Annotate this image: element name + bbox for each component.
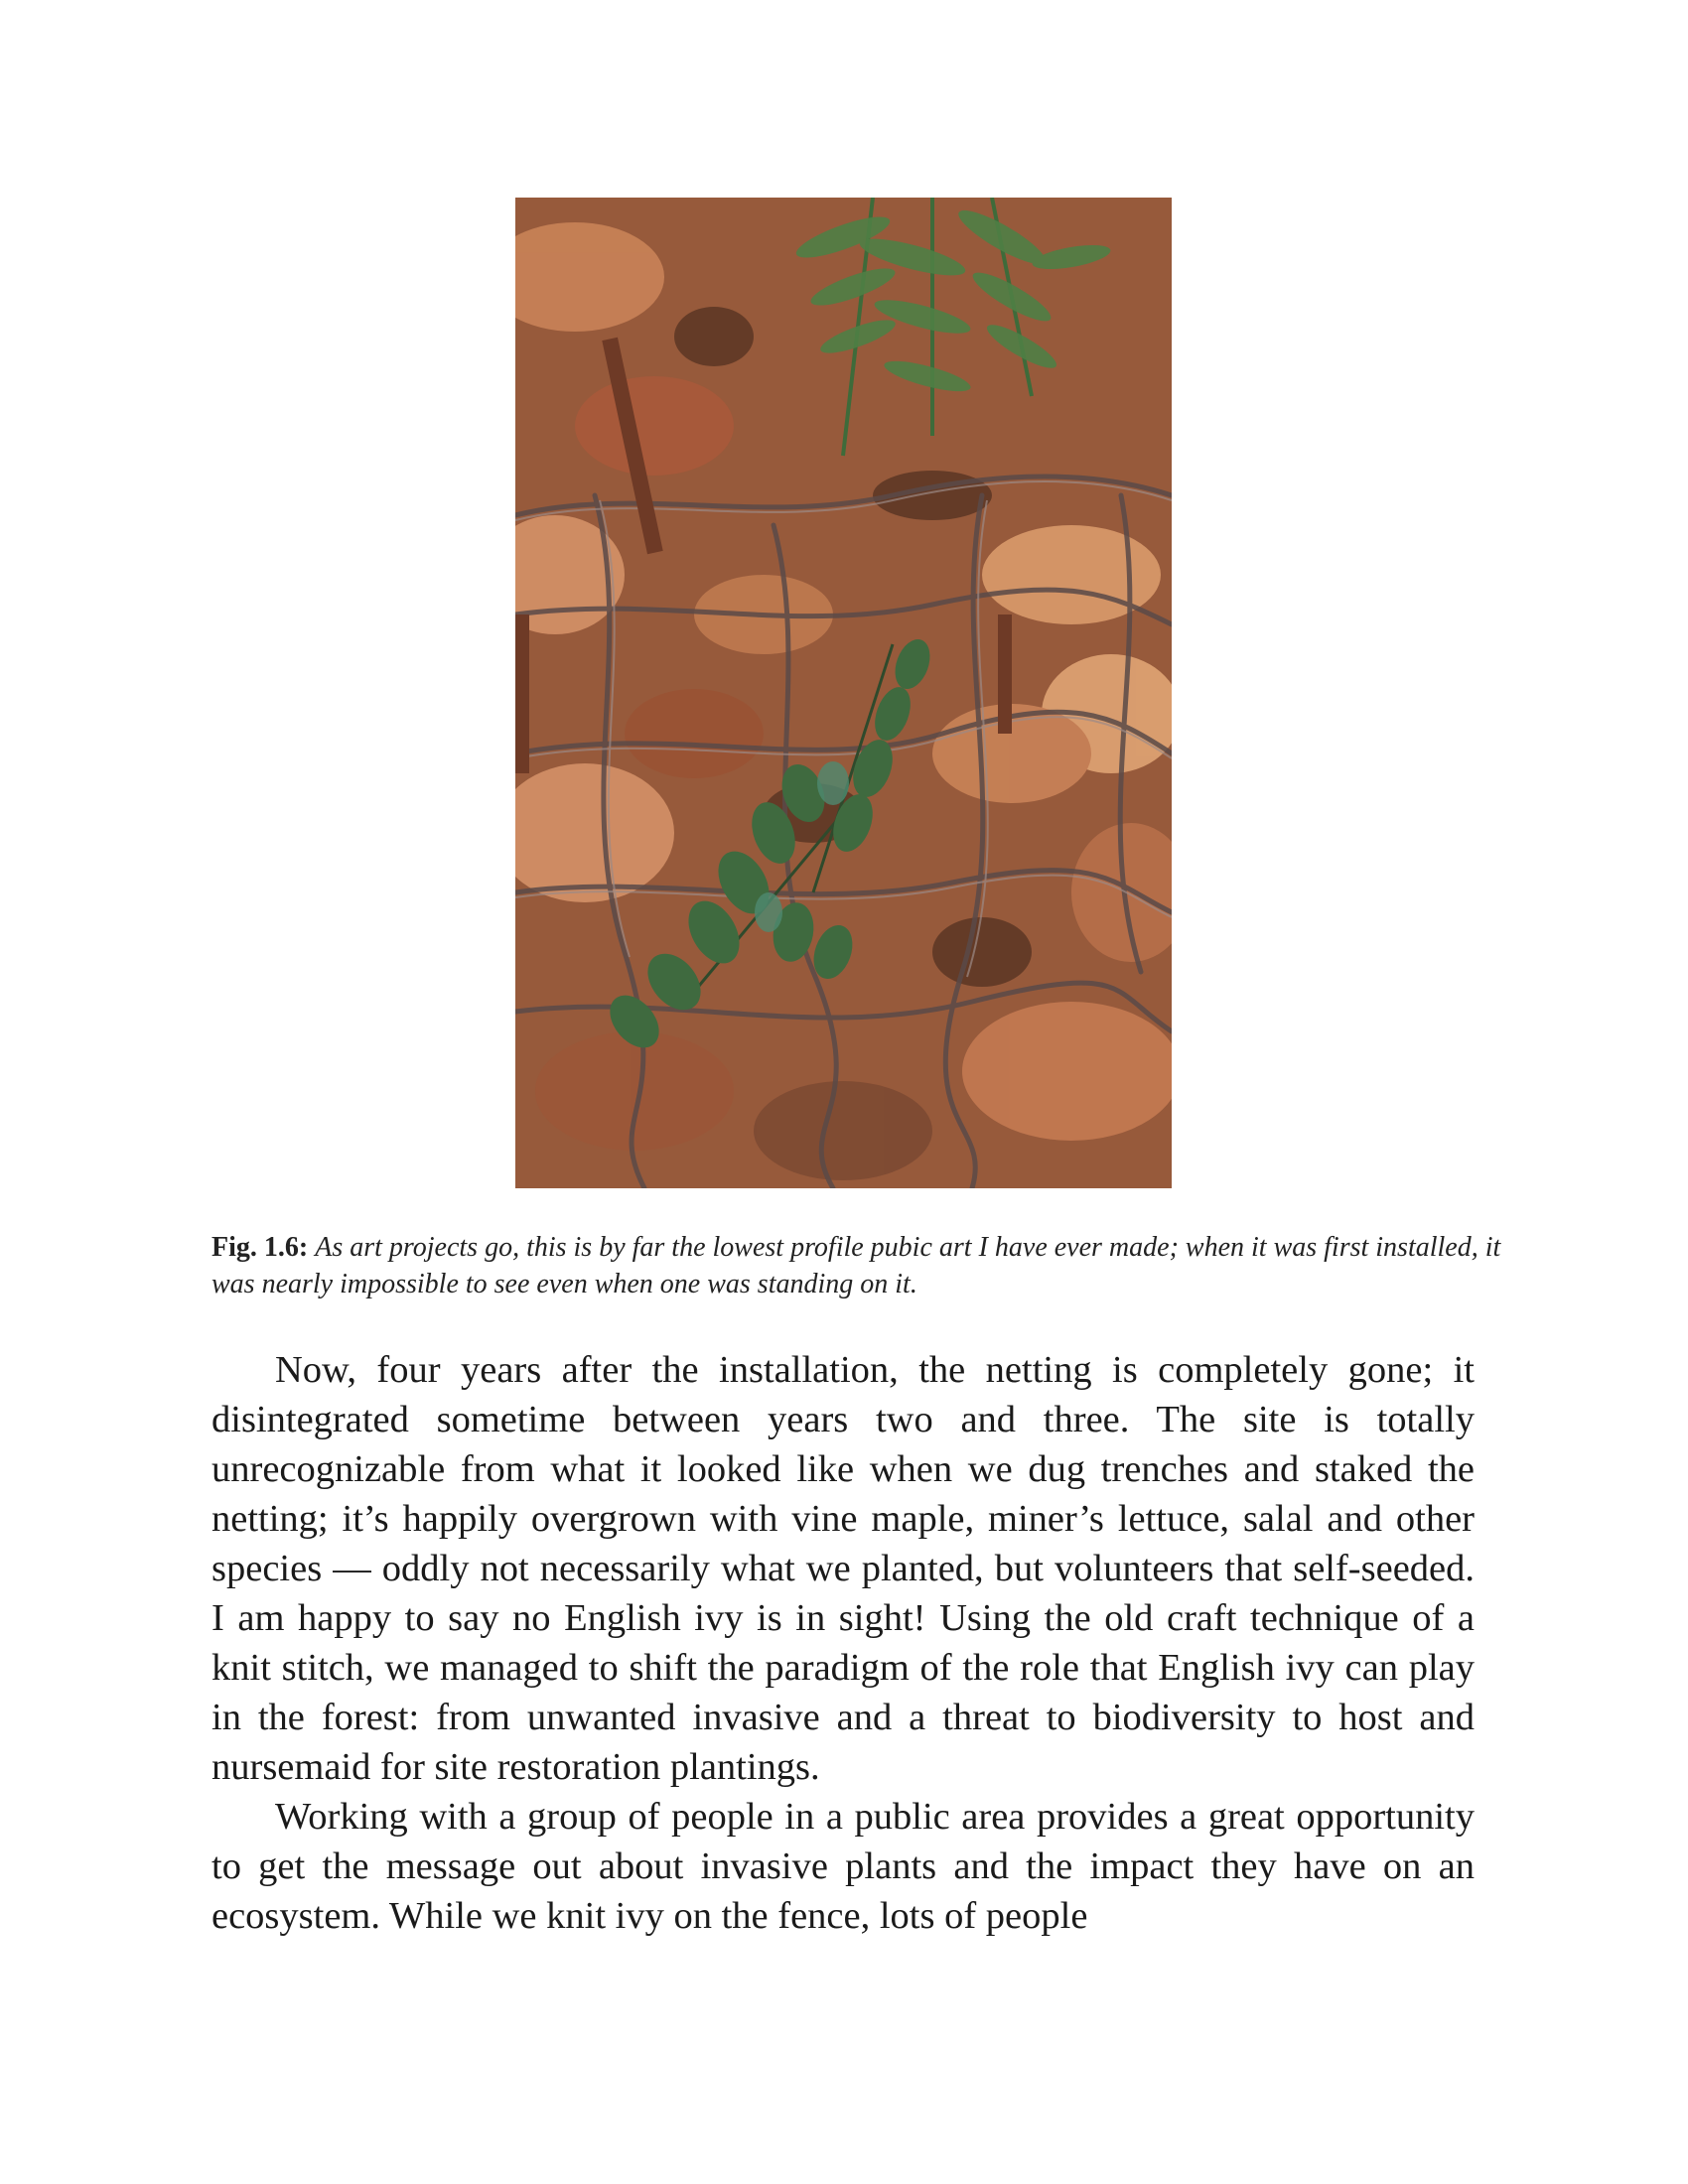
figure-caption <box>211 1229 1502 1302</box>
figure-label: Fig. 1.6: <box>211 1232 309 1263</box>
photo-illustration <box>515 198 1172 1188</box>
paragraph: Working with a group of people in a public area provides a great opportunity to get the message out about invasive plants and the impact they have on an ecosystem. While we knit ivy on the fence, lots of people <box>211 1796 1475 1937</box>
forest-floor-photo <box>515 198 1172 1188</box>
body-text <box>211 1345 1475 1941</box>
figure-caption-text: As art projects go, this is by far the lowest profile pubic art I have ever made; when it was first installed, it was nearly impossible to see even when one was standing on it. <box>211 1232 1501 1299</box>
paragraph: Now, four years after the installation, the netting is completely gone; it disintegrated sometime between years two and three. The site is totally unrecognizable from what it looked like when we dug trenches and staked the netting; it’s happily overgrown with vine maple, miner’s lettuce, salal and other species — oddly not necessarily what we planted, but volunteers that self-seeded. I am happy to say no English ivy is in sight! Using the old craft technique of a knit stitch, we managed to shift the paradigm of the role that English ivy can play in the forest: from unwanted invasive and a threat to biodiversity to host and nursemaid for site restoration plantings. <box>211 1349 1475 1788</box>
